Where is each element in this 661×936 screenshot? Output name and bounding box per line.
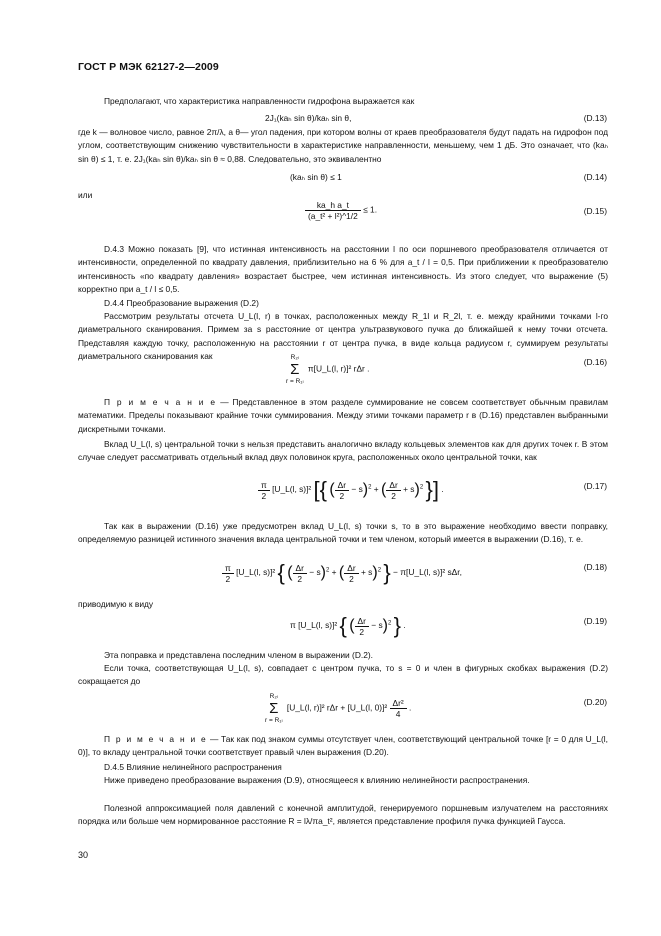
sum-lower-limit: r = R₁ₗ: [286, 378, 304, 385]
equation-number-d14: (D.14): [583, 172, 607, 182]
sum-lower-limit: r = R₁ₗ: [265, 717, 283, 724]
fraction-numerator: ka_h a_t: [305, 200, 361, 211]
reduce-text: приводимую к виду: [78, 599, 154, 609]
equation-rhs: ≤ 1.: [363, 204, 378, 215]
equation-number-d15: (D.15): [583, 206, 607, 216]
page-number: 30: [78, 850, 89, 860]
equation-tail: − π[U_L(l, s)]² sΔr,: [393, 567, 462, 578]
paragraph-wave-number: где k — волновое число, равное 2π/λ, а θ— угол падения, при котором волны от краев преобразователя будут падать на гидрофон под углом, соответствующим снижению чувствительности в характеристике направленности, меньшему, чем 1 дБ. Это означает, что (kaₕ sin θ) ≤ 1, т. е. 2J₁(kaₕ sin θ)/kaₕ sin θ ≈ 0,88. Следовательно, это эквивалентно: [78, 127, 608, 164]
note-1: [78, 396, 608, 436]
equation-d17: $\frac{\pi}{2}$ [U_L(l, s)]² [{ ( $\frac{\Delta r}{2}$ − s)$^2$ + ( $\frac{\Delta r}{2}$ + s)$^2$ }] .: [258, 477, 444, 503]
summation: [265, 692, 283, 725]
intro-paragraph: Предполагают, что характеристика направленности гидрофона выражается как: [104, 96, 415, 106]
section-d43-paragraph: D.4.3 Можно показать [9], что истинная интенсивность на расстоянии l по оси поршневого преобразователя отличается от интенсивности, определенной по квадрату давления, приблизительно на 6 % для a_t / l = 0,5. При приближении к преобразователю интенсивность «по квадрату давления» возрастает быстрее, чем истинная интенсивность. Из этого следует, что выражение (5) корректно при a_t / l ≤ 0,5.: [78, 244, 608, 295]
section-d45-paragraph: Ниже приведено преобразование выражения (D.9), относящееся к влиянию нелинейности распространения.: [104, 775, 530, 785]
equation-d14: (kaₕ sin θ) ≤ 1: [290, 172, 342, 182]
sum-upper-limit: R₂ₗ: [290, 354, 299, 361]
note-label: П р и м е ч а н и е: [104, 397, 217, 407]
section-d45-title: D.4.5 Влияние нелинейного распространения: [104, 762, 282, 772]
shown-paragraph: Эта поправка и представлена последним членом в выражении (D.2).: [104, 650, 373, 660]
equation-number-d19: (D.19): [583, 616, 607, 626]
equation-d18: $\frac{\pi}{2}$ [U_L(l, s)]² { ( $\frac{\Delta r}{2}$ − s)$^2$ + ( $\frac{\Delta r}{2}$ + s)$^2$ } − π[U_L(l, s)]² sΔr,: [222, 560, 462, 586]
equation-prefix: π [U_L(l, s)]²: [290, 620, 338, 631]
equation-d19: π [U_L(l, s)]² { ( $\frac{\Delta r}{2}$ − s)$^2$ } .: [290, 613, 406, 638]
equation-body: [U_L(l, r)]² rΔr + [U_L(l, 0)]²: [286, 702, 388, 713]
equation-number-d20: (D.20): [583, 697, 607, 707]
coincide-paragraph: Если точка, соответствующая U_L(l, s), совпадает с центром пучка, то s = 0 и член в фигурных скобках выражения (D.2) сокращается до: [78, 663, 608, 687]
page-header: ГОСТ Р МЭК 62127-2—2009: [78, 61, 219, 73]
summation: [286, 353, 304, 386]
sum-upper-limit: R₂ₗ: [269, 693, 278, 700]
note-label: П р и м е ч а н и е: [104, 734, 208, 744]
fraction: [305, 200, 361, 221]
sigma-symbol: Σ: [290, 361, 300, 378]
equation-prefix: [U_L(l, s)]²: [272, 484, 312, 495]
section-d44-paragraph: Рассмотрим результаты отсчета U_L(l, r) в точках, расположенных между R_1l и R_2l, т. е. между крайними точками l-го диаметрального сканирования. Примем за s расстояние от центра ультразвукового пучка до ближайшей к нему точки отсчета. Представляя каждую точку, расположенную на расстоянии r от центра пучка, в виде кольца радиусом r, суммируем результаты диаметрального сканирования как: [78, 311, 608, 362]
note-text: — Так как под знаком суммы отсутствует член, соответствующий центральной точке [r = 0 для U_L(l, 0)], то вкладу центральной точки соответствует правый член выражения (D.20).: [78, 734, 608, 758]
equation-body: π[U_L(l, r)]² rΔr .: [307, 363, 370, 374]
equation-number-d17: (D.17): [583, 481, 607, 491]
pi-over-two: $\frac{\pi}{2}$: [258, 480, 270, 501]
equation-d15: [305, 200, 377, 221]
sigma-symbol: Σ: [269, 700, 279, 717]
note-2: [78, 733, 608, 760]
note-text: — Представленное в этом разделе суммирование не совсем соответствует обычным правилам математики. Пределы показывают крайние точки суммирования. Между этими точками параметр r в (D.16) представлен выбранными дискретными точками.: [78, 397, 608, 434]
gauss-paragraph: Полезной аппроксимацией поля давлений с конечной амплитудой, генерируемого поршневым излучателем на расстояниях порядка или больше чем нормированное расстояние R = lλ/πa_t², является представление профиля пучка функцией Гаусса.: [78, 803, 608, 827]
equation-d16: [286, 353, 370, 386]
or-word: или: [78, 190, 93, 200]
section-d44-title: D.4.4 Преобразование выражения (D.2): [104, 298, 259, 308]
equation-d20: R₂ₗ Σ r = R₁ₗ [U_L(l, r)]² rΔr + [U_L(l, 0)]² $\frac{\text{Δr²}}{4}$ .: [265, 693, 412, 724]
equation-d13: 2J₁(kaₕ sin θ)/kaₕ sin θ,: [265, 113, 352, 123]
equation-number-d13: (D.13): [583, 113, 607, 123]
pi-over-two: $\frac{\pi}{2}$: [222, 563, 234, 584]
fraction-denominator: (a_t² + l²)^1/2: [308, 211, 358, 221]
equation-prefix: [U_L(l, s)]²: [236, 567, 276, 578]
correction-paragraph: Так как в выражении (D.16) уже предусмотрен вклад U_L(l, s) точки s, то в это выражение необходимо ввести поправку, определяемую разницей истинного значения вклада центральной точки и тем членом, который имеется в выражении (D.16), т. е.: [78, 521, 608, 545]
equation-number-d18: (D.18): [583, 562, 607, 572]
contribution-paragraph: Вклад U_L(l, s) центральной точки s нельзя представить аналогично вкладу кольцевых элементов как для других точек r. В этом случае следует рассматривать отдельный вклад двух половинок круга, расположенных около центральной точки, как: [78, 439, 608, 463]
equation-number-d16: (D.16): [583, 357, 607, 367]
